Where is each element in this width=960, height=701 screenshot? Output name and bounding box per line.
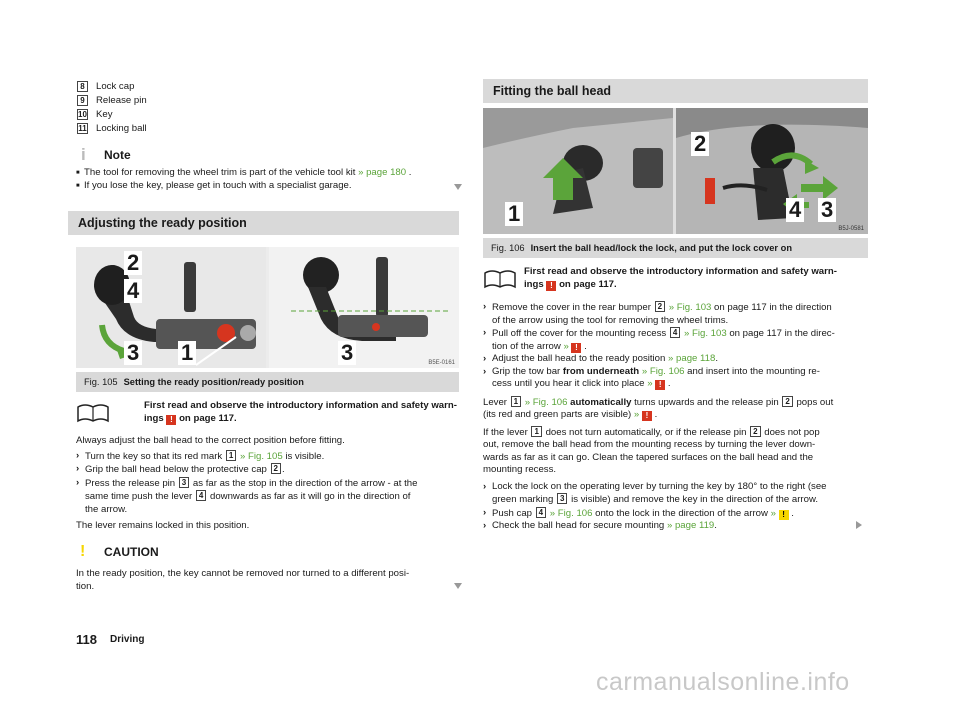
caution-box: ! CAUTION In the ready position, the key cannot be removed nor turned to a different posi- tion. [76,543,410,592]
legend-label: Locking ball [96,123,147,134]
figure-label: 3 [338,341,356,365]
read-first-notice: First read and observe the introductory information and safety warn- ings ! on page 117. [76,400,466,425]
instruction-step: › Pull off the cover for the mounting recess 4 » Fig. 103 on page 117 in the direc- tion of the arrow » ! . [483,327,835,352]
chevron-right-icon: › [483,506,487,518]
open-book-icon [76,403,110,423]
warning-icon: ! [571,343,581,353]
figure-link[interactable]: » Fig. 103 [668,302,712,313]
figure-label: 4 [786,198,804,222]
caution-icon: ! [80,543,86,560]
figure-label: 2 [691,132,709,156]
figure-code: B5E-0161 [428,360,455,366]
page-link[interactable]: » page 118 [668,353,716,364]
figure-106-caption: Fig. 106 Insert the ball head/lock the lock, and put the lock cover on [483,238,868,258]
instruction-step: › Grip the tow bar from underneath » Fig. 106 and insert into the mounting re- cess until you hear it click into place » ! . [483,365,820,389]
read-first-notice: First read and observe the introductory information and safety warn- ings ! on page 117. [483,266,873,291]
section-title-adjusting: Adjusting the ready position [68,211,459,235]
figure-link[interactable]: » Fig. 106 [549,507,593,519]
figure-106 [483,108,868,234]
warning-link[interactable]: » [633,409,640,420]
instruction-step: › Remove the cover in the rear bumper 2 » Fig. 103 on page 117 in the direction of the arrow using the tool for removing the wheel trims. [483,301,832,326]
instruction-step: › Push cap 4 » Fig. 106 onto the lock in the direction of the arrow » ! . [483,506,794,519]
figure-label: 2 [124,251,142,275]
legend-number: 11 [78,124,87,133]
note-box [76,145,466,192]
footer-section: Driving [110,634,145,645]
caution-title: CAUTION [104,545,159,559]
note-item: ■ If you lose the key, please get in touch with a specialist garage. [76,180,466,193]
chevron-right-icon: › [483,520,487,531]
caution-icon: ! [779,510,789,520]
legend-number: 9 [77,95,88,106]
instruction-step: › Press the release pin 3 as far as the stop in the direction of the arrow - at the same time push the lever 4 downwards as far as it will go in the direction of the arrow. [76,476,418,515]
note-title: Note [104,148,131,162]
lever-paragraph: Lever 1 » Fig. 106 automatically turns upwards and the release pin 2 pops out (its red and green parts are visible) » ! . [483,396,834,420]
caution-link[interactable]: » [770,507,776,519]
figure-105-caption: Fig. 105 Setting the ready position/ready position [76,372,459,392]
figure-label: 4 [124,279,142,303]
page-link[interactable]: » page 180 [358,167,407,178]
chevron-right-icon: › [76,463,80,474]
instruction-step: › Lock the lock on the operating lever by turning the key by 180° to the right (see green marking 3 is visible) and remove the key in the direction of the arrow. [483,480,827,505]
info-icon: i [81,145,86,164]
chevron-right-icon: › [483,365,487,377]
figure-label: 1 [505,202,523,226]
instruction-step: › Grip the ball head below the protective cap 2 . [76,463,285,475]
section-end-icon [454,583,462,589]
intro-text: Always adjust the ball head to the correct position before fitting. [76,435,345,446]
legend-number: 8 [77,81,88,92]
chevron-right-icon: › [483,301,487,312]
warning-link[interactable]: » [647,378,653,389]
watermark: carmanualsonline.info [596,668,850,696]
open-book-icon [483,269,517,289]
section-end-icon [454,184,462,190]
instruction-step: › Adjust the ball head to the ready position » page 118. [483,353,718,364]
chevron-right-icon: › [483,480,487,492]
warning-icon: ! [642,411,652,421]
figure-link[interactable]: » Fig. 103 [684,328,727,339]
figure-label: 1 [178,341,196,365]
right-body [483,301,868,533]
instruction-step: › Turn the key so that its red mark 1 » Fig. 105 is visible. [76,449,325,462]
figure-label: 3 [818,198,836,222]
warning-icon: ! [655,380,665,390]
figure-code: B5J-0581 [838,226,864,232]
chevron-right-icon: › [76,449,80,461]
legend-label: Key [96,109,113,120]
legend-label: Lock cap [96,81,135,92]
chevron-right-icon: › [483,353,487,364]
section-title-fitting: Fitting the ball head [483,79,868,103]
chevron-right-icon: › [483,327,487,338]
warning-icon: ! [546,281,556,291]
figure-106-illustration [483,108,868,234]
lever-fallback-paragraph: If the lever 1 does not turn automatically, or if the release pin 2 does not pop out, remove the ball head from the mounting recess by turning the lever down- wards as far as it can go. Clean the tapered surfaces on the ball head and the mounting recess. [483,426,820,475]
legend-label: Release pin [96,95,147,106]
left-body [76,435,461,533]
figure-link[interactable]: » Fig. 106 [524,396,568,408]
note-item: ■ The tool for removing the wheel trim is part of the vehicle tool kit » page 180 . [76,167,466,180]
locked-text: The lever remains locked in this position. [76,520,250,531]
legend-number: 10 [78,110,87,119]
figure-label: 3 [124,341,142,365]
page-number: 118 [76,632,97,647]
figure-105 [76,247,459,368]
warning-link[interactable]: » [563,340,569,352]
warning-icon: ! [166,415,176,425]
figure-link[interactable]: » Fig. 106 [641,365,685,377]
continue-icon [856,521,862,529]
page-link[interactable]: » page 119 [666,520,715,531]
chevron-right-icon: › [76,476,80,488]
instruction-step: › Check the ball head for secure mounting » page 119. [483,520,717,531]
figure-link[interactable]: » Fig. 105 [240,450,283,462]
